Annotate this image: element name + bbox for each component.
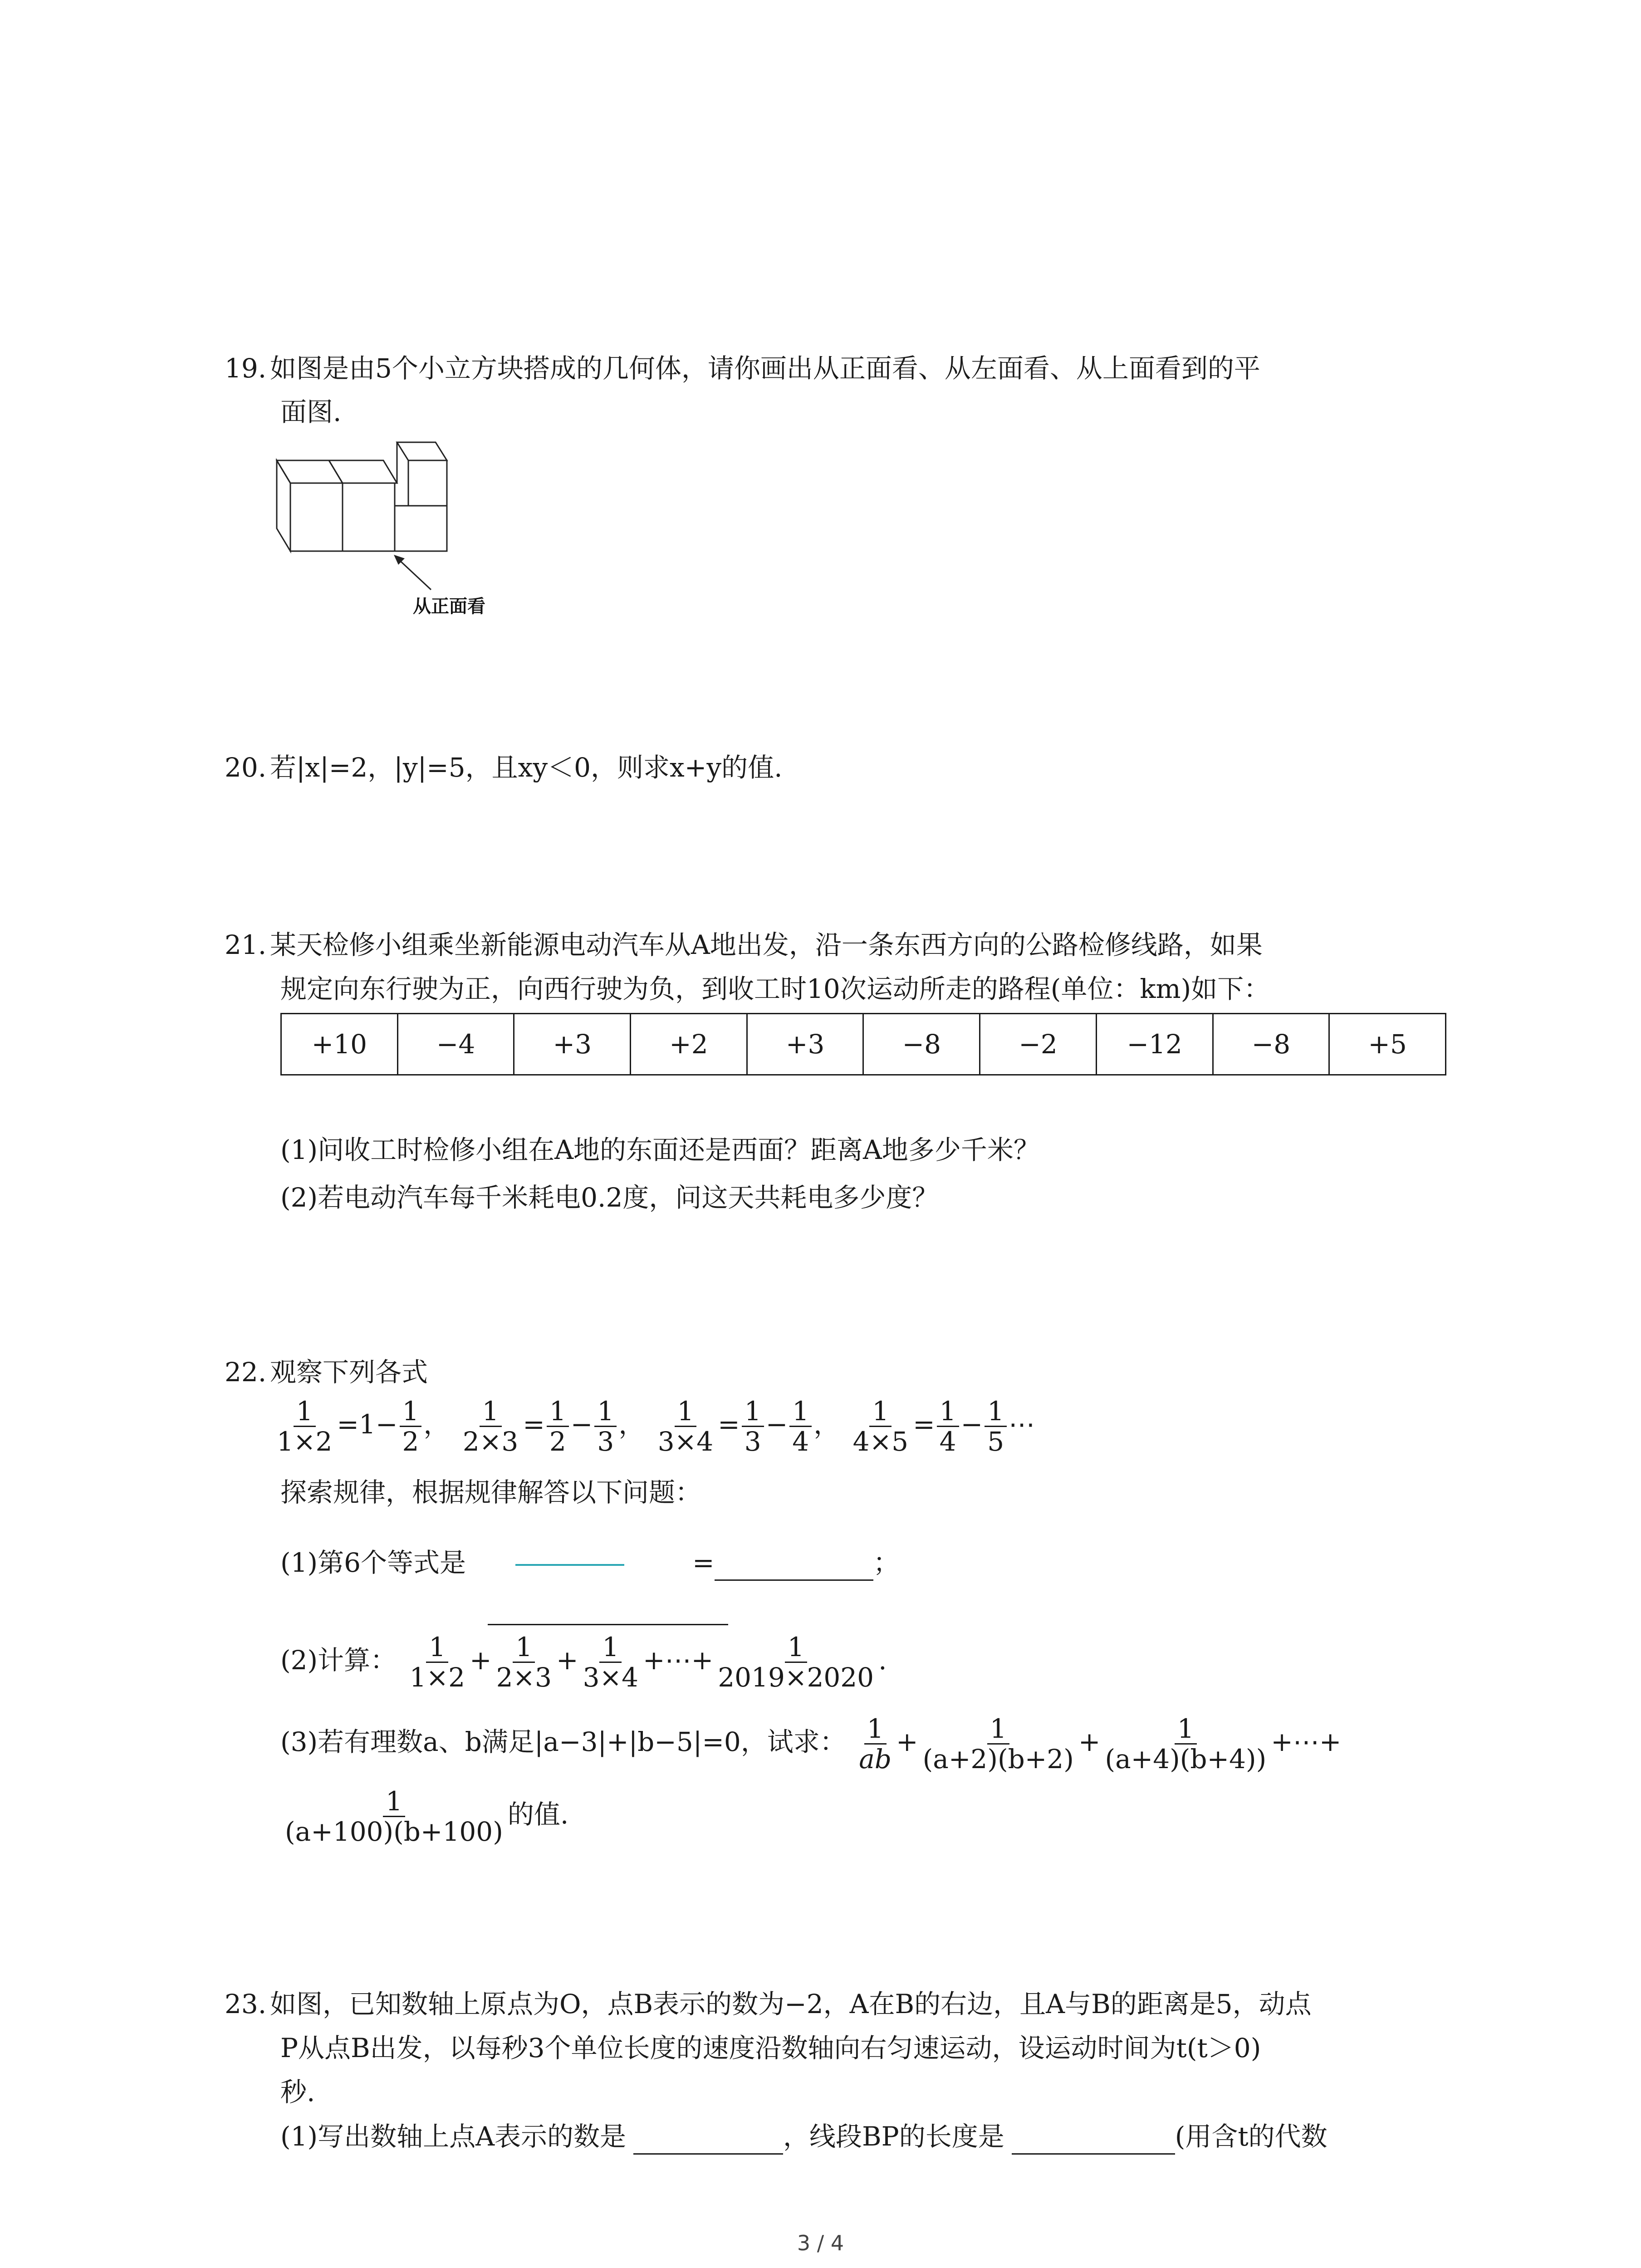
table-row [281, 1014, 1446, 1075]
q23-number: 23. [225, 1989, 267, 2019]
q21-line1 [225, 927, 1263, 963]
q21-part2: (2)若电动汽车每千米耗电0.2度，问这天共耗电多少度？ [280, 1182, 939, 1213]
q22-line1 [225, 1354, 428, 1390]
fraction: $\frac{1}{3\times 4}$ [657, 1396, 714, 1457]
q19-number: 19. [225, 353, 267, 384]
q19-line2: 面图. [280, 396, 342, 427]
q19-text-1: 如图是由5个小立方块搭成的几何体，请你画出从正面看、从左面看、从上面看到的平 [270, 353, 1260, 384]
q22-part2: (2)计算： $\frac{1}{1\times 2}$ + $\frac{1}{2\times 3}$ + $\frac{1}{3\times 4}$ +⋯+ $\frac{1}{2019\times 2020}$ . [280, 1632, 887, 1693]
table-cell: +3 [514, 1014, 631, 1075]
q23-part1: (1)写出数轴上点A表示的数是 ，线段BP的长度是 (用含t的代数 [280, 2118, 1327, 2155]
q23-text-1: 如图，已知数轴上原点为O，点B表示的数为−2，A在B的右边，且A与B的距离是5，动点 [270, 1989, 1312, 2019]
fraction: $\frac{1}{3}$ [594, 1397, 617, 1456]
table-cell: −12 [1096, 1014, 1213, 1075]
table-cell: −8 [863, 1014, 980, 1075]
q23-line1 [225, 1986, 1312, 2022]
table-cell: +2 [631, 1014, 747, 1075]
table-cell: +10 [281, 1014, 398, 1075]
front-view-label: 从正面看 [413, 596, 485, 615]
q23-line3: 秒. [280, 2077, 315, 2107]
fraction: $\frac{1}{4}$ [937, 1397, 959, 1456]
fraction: $\frac{1}{2\times 3}$ [462, 1396, 519, 1457]
fraction: $\frac{1}{2}$ [400, 1397, 422, 1456]
answer-line [515, 1564, 624, 1566]
fraction: $\frac{1}{2019\times 2020}$ [718, 1632, 874, 1693]
fraction: $\frac{1}{1\times 2}$ [409, 1632, 465, 1693]
q23-line2: P从点B出发，以每秒3个单位长度的速度沿数轴向右匀速运动，设运动时间为t(t＞0) [280, 2033, 1261, 2063]
fraction: $\frac{1}{4}$ [789, 1397, 812, 1456]
q20-number: 20. [225, 752, 267, 783]
front-view-arrow [394, 555, 431, 590]
q20-text: 若|x|=2，|y|=5，且xy＜0，则求x+y的值. [270, 752, 783, 783]
q21-line2: 规定向东行驶为正，向西行驶为负，到收工时10次运动所走的路程(单位：km)如下： [280, 973, 1270, 1004]
fraction: $\frac{1}{(a+4)(b+4))}$ [1105, 1713, 1267, 1775]
q22-examples: $\frac{1}{1\times 2}$ =1− $\frac{1}{2}$ ， $\frac{1}{2\times 3}$ = $\frac{1}{2}$ − $\frac{1}{3}$ ， $\frac{1}{3\times 4}$ = $\frac{1}{3}$ − $\frac{1}{4}$ ， $\frac{1}{4\times 5}$ = $\frac{1}{4}$ − $\frac{1}{5}$ ⋯ [272, 1393, 1035, 1456]
table-cell: −4 [397, 1014, 514, 1075]
cube-figure [268, 433, 485, 615]
q21-number: 21. [225, 929, 267, 960]
table-cell: +3 [747, 1014, 863, 1075]
answer-blank [1012, 2126, 1175, 2155]
table-cell: +5 [1329, 1014, 1446, 1075]
fraction: $\frac{1}{3\times 4}$ [583, 1632, 639, 1693]
q21-part1: (1)问收工时检修小组在A地的东面还是西面？距离A地多少千米？ [280, 1134, 1040, 1165]
table-cell: −8 [1213, 1014, 1329, 1075]
fraction: $\frac{1}{2}$ [547, 1397, 569, 1456]
fraction: $\frac{1}{4\times 5}$ [852, 1396, 909, 1457]
q21-text-1: 某天检修小组乘坐新能源电动汽车从A地出发，沿一条东西方向的公路检修线路，如果 [270, 929, 1263, 960]
q22-part3: (3)若有理数a、b满足|a−3|+|b−5|=0，试求： $\frac{1}{ab}$ + $\frac{1}{(a+2)(b+2)}$ + $\frac{1}{(a+4)(b+4))}$ +⋯+ [280, 1713, 1342, 1775]
fraction: $\frac{1}{2\times 3}$ [496, 1632, 552, 1693]
fraction: $\frac{1}{5}$ [985, 1397, 1007, 1456]
fraction: $\frac{1}{3}$ [742, 1397, 764, 1456]
q19-line1 [225, 350, 1260, 386]
answer-blank [715, 1552, 873, 1581]
fraction: $\frac{1}{(a+100)(b+100)}$ [285, 1786, 503, 1848]
q22-explore: 探索规律，根据规律解答以下问题： [280, 1477, 702, 1508]
fraction: $\frac{1}{ab}$ [859, 1713, 892, 1775]
q22-intro: 观察下列各式 [270, 1357, 428, 1388]
answer-blank [633, 2126, 783, 2155]
page-number: 3 / 4 [797, 2231, 844, 2255]
fraction: $\frac{1}{(a+2)(b+2)}$ [922, 1713, 1074, 1775]
table-cell: −2 [980, 1014, 1097, 1075]
fraction: $\frac{1}{1\times 2}$ [277, 1396, 333, 1457]
route-table [280, 1013, 1446, 1075]
q22-part1: (1)第6个等式是 = ； [280, 1545, 900, 1581]
overline [488, 1624, 728, 1625]
q22-number: 22. [225, 1357, 267, 1388]
q20-line [225, 749, 783, 786]
q22-part3-cont: $\frac{1}{(a+100)(b+100)}$ 的值. [280, 1783, 568, 1846]
